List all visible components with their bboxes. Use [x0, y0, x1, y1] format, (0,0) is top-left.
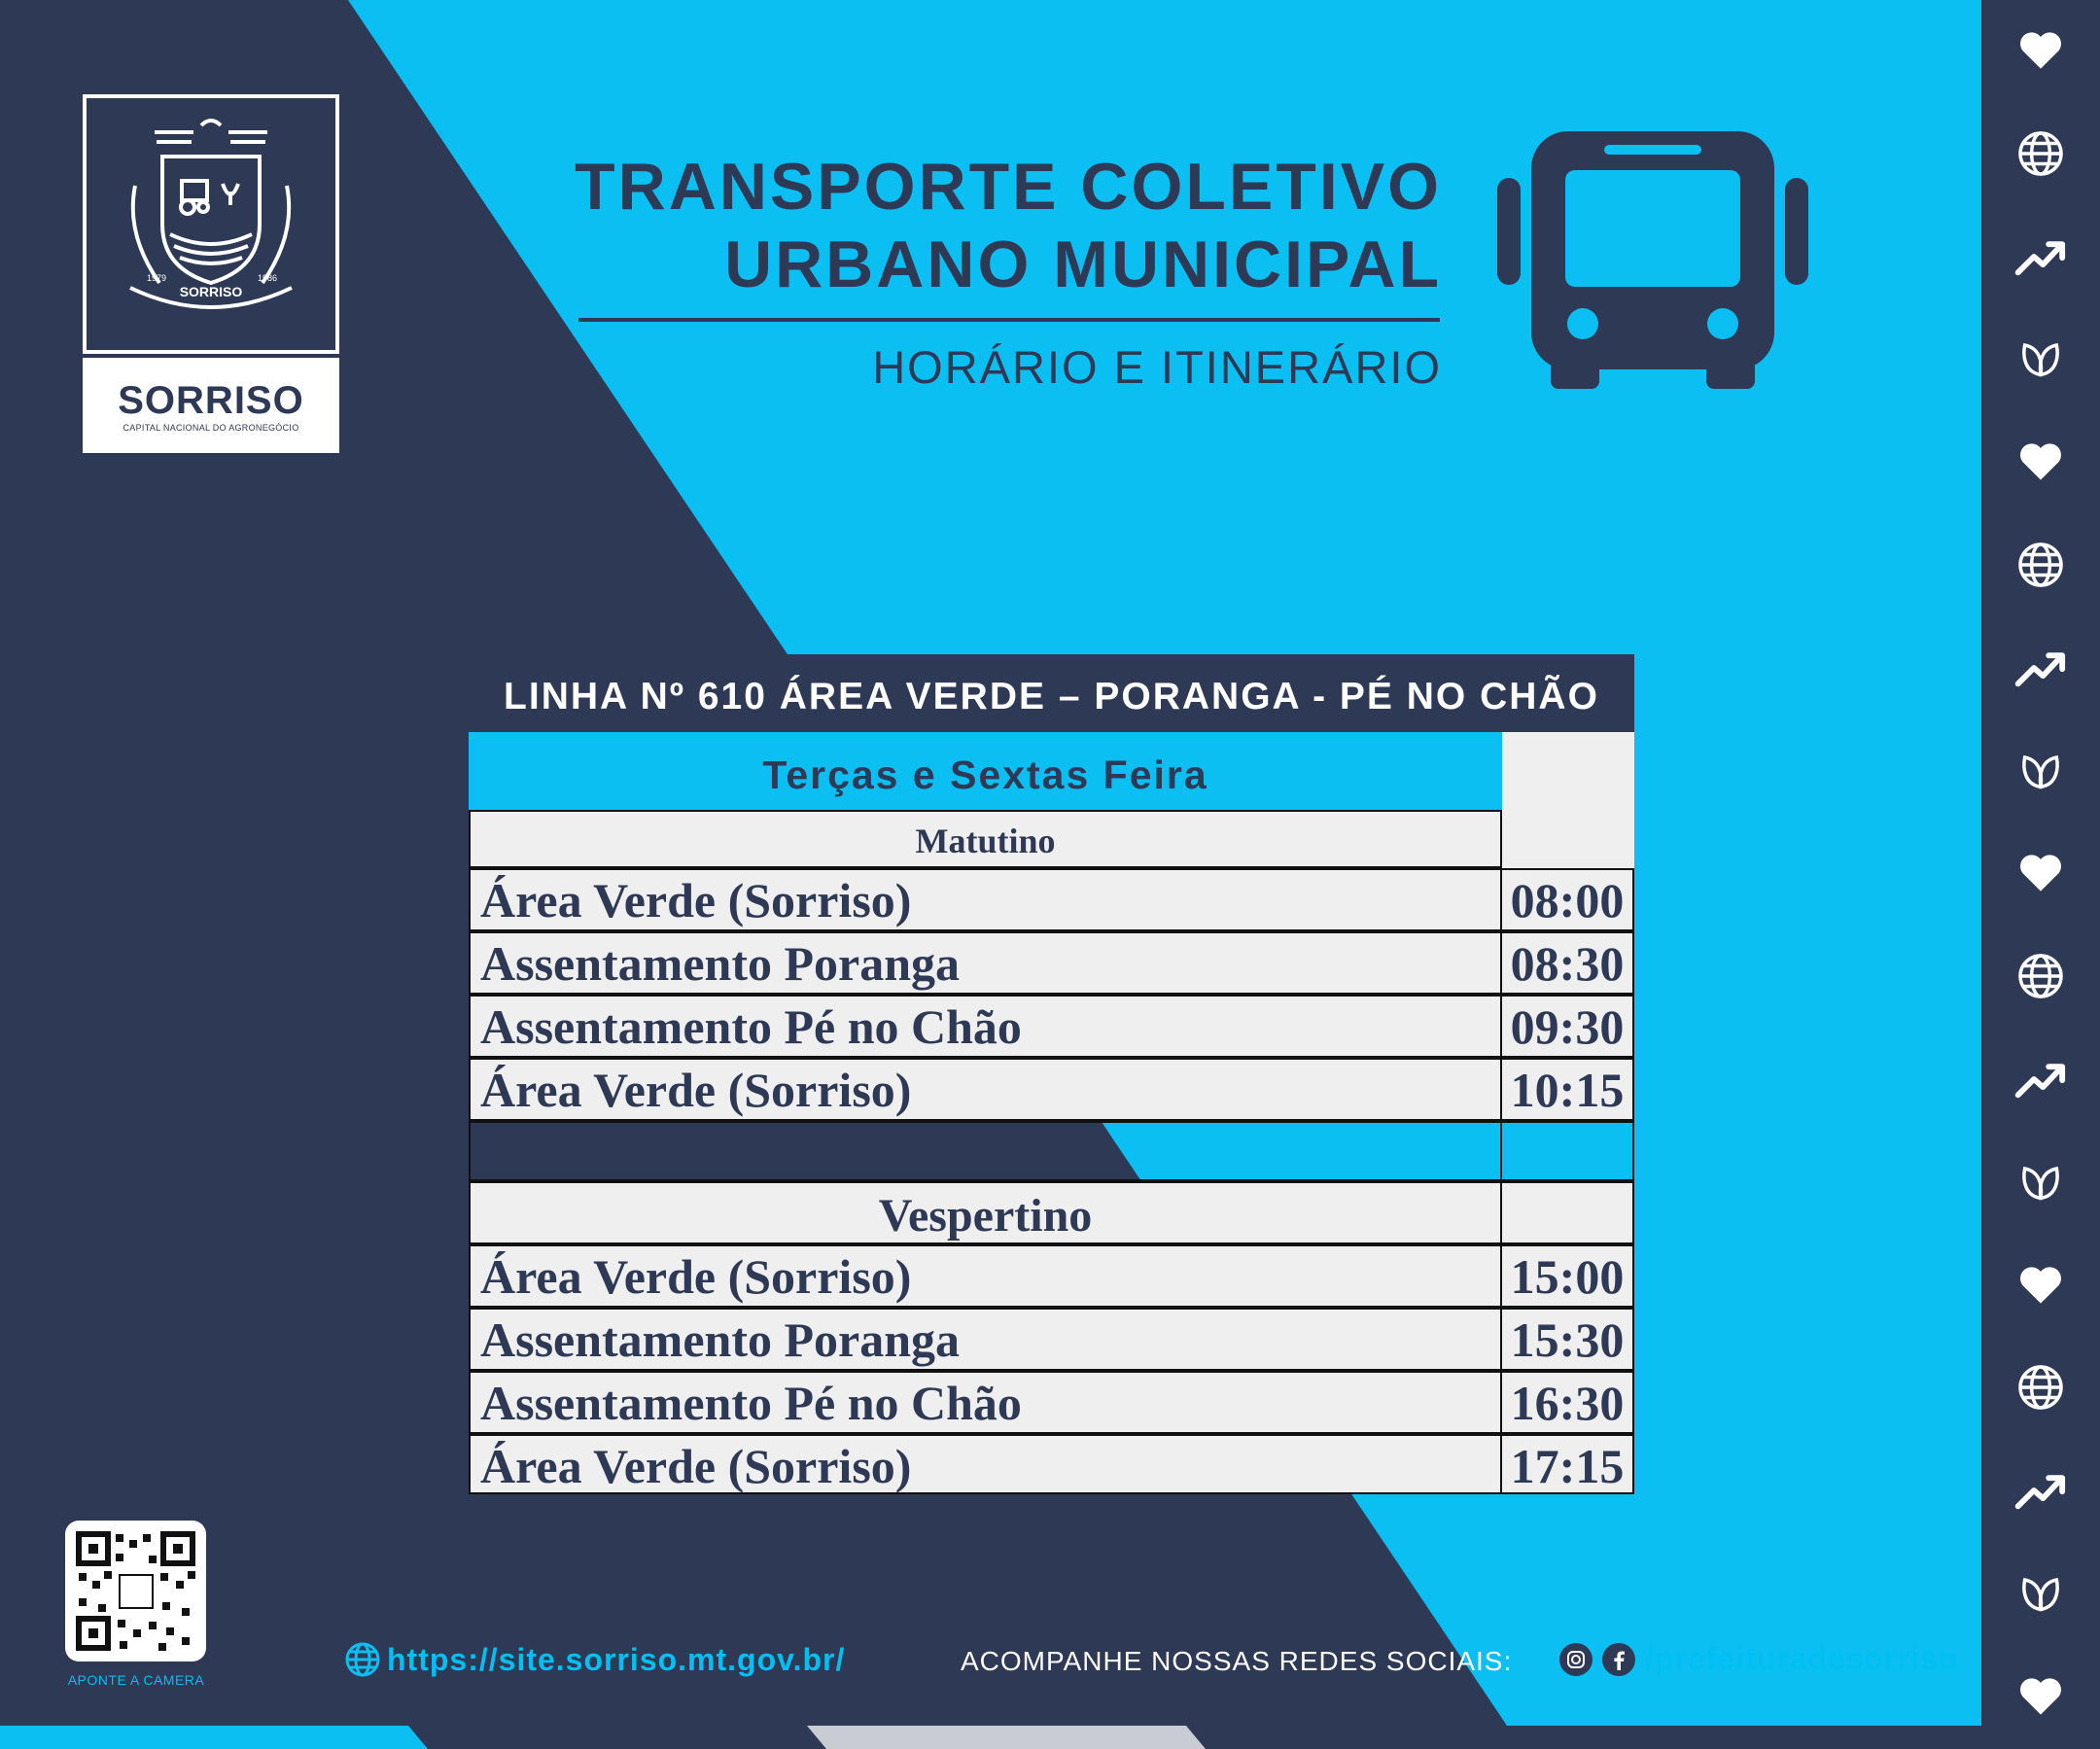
- website-url[interactable]: https://site.sorriso.mt.gov.br/: [387, 1641, 846, 1677]
- globe-icon: [2013, 126, 2068, 181]
- leaf-icon: [2013, 332, 2068, 386]
- afternoon-stop-2: Assentamento Poranga: [469, 1308, 1502, 1371]
- afternoon-time-3: 16:30: [1500, 1371, 1634, 1434]
- trend-up-icon: [2013, 229, 2068, 284]
- morning-stop-1: Área Verde (Sorriso): [469, 868, 1502, 931]
- leaf-icon: [2013, 744, 2068, 798]
- sidebar-cell: [1981, 822, 2100, 924]
- afternoon-stop-1: Área Verde (Sorriso): [469, 1244, 1502, 1308]
- globe-icon: [2013, 538, 2068, 592]
- morning-time-2: 08:30: [1500, 931, 1634, 995]
- morning-stop-4: Área Verde (Sorriso): [469, 1058, 1502, 1121]
- website-link[interactable]: [344, 1641, 845, 1678]
- sidebar-cell: [1981, 1440, 2100, 1541]
- days-header: Terças e Sextas Feira: [469, 732, 1502, 810]
- afternoon-time-1: 15:00: [1500, 1244, 1634, 1308]
- title-line-2: URBANO MUNICIPAL: [723, 227, 1442, 301]
- seal-text: SORRISO: [179, 284, 243, 299]
- qr-caption: APONTE A CAMERA: [67, 1672, 205, 1688]
- trend-up-icon: [2013, 1052, 2068, 1106]
- morning-time-4: 10:15: [1500, 1058, 1634, 1121]
- social-label: ACOMPANHE NOSSAS REDES SOCIAIS:: [961, 1646, 1513, 1676]
- morning-time-3: 09:30: [1500, 995, 1634, 1058]
- title-line-1: TRANSPORTE COLETIVO: [575, 150, 1442, 224]
- sidebar-cell: [1981, 1132, 2100, 1233]
- afternoon-time-spacer: [1500, 1181, 1634, 1244]
- heart-icon: [2013, 23, 2068, 78]
- sidebar-cell: [1981, 1543, 2100, 1644]
- seal-year-right: 1986: [258, 273, 278, 283]
- heart-icon: [2013, 1258, 2068, 1312]
- sidebar-cell: [1981, 103, 2100, 204]
- morning-stop-2: Assentamento Poranga: [469, 931, 1502, 995]
- social-handle-group[interactable]: [1559, 1641, 1958, 1677]
- globe-icon: [2013, 1360, 2068, 1415]
- globe-icon: [2013, 949, 2068, 1003]
- afternoon-label: Vespertino: [469, 1181, 1502, 1244]
- qr-code: [65, 1521, 206, 1662]
- sidebar-cell: [1981, 206, 2100, 307]
- leaf-icon: [2013, 1566, 2068, 1621]
- sidebar-cell: [1981, 0, 2100, 101]
- logo-name-plate: [83, 358, 339, 453]
- sidebar-cell: [1981, 617, 2100, 718]
- sidebar-cell: [1981, 1337, 2100, 1438]
- spacer-row: [469, 1121, 1502, 1181]
- sidebar-cell: [1981, 1029, 2100, 1130]
- trend-up-icon: [2013, 641, 2068, 695]
- sidebar-cell: [1981, 308, 2100, 409]
- afternoon-stop-3: Assentamento Pé no Chão: [469, 1371, 1502, 1434]
- sidebar-cell: [1981, 1235, 2100, 1336]
- spacer-row-time: [1500, 1121, 1634, 1181]
- seal-year-left: 1979: [147, 273, 167, 283]
- sidebar-cell: [1981, 514, 2100, 615]
- afternoon-time-4: 17:15: [1500, 1434, 1634, 1494]
- instagram-icon[interactable]: [1559, 1643, 1592, 1676]
- sidebar-cell: [1981, 411, 2100, 512]
- globe-icon: [344, 1641, 381, 1678]
- social-handle[interactable]: /prefeituradesorriso: [1645, 1641, 1959, 1676]
- morning-label: Matutino: [469, 810, 1502, 868]
- bus-icon: [1497, 131, 1808, 394]
- trend-up-icon: [2013, 1463, 2068, 1518]
- afternoon-time-2: 15:30: [1500, 1308, 1634, 1371]
- coat-of-arms-logo: [83, 94, 339, 354]
- heart-icon: [2013, 435, 2068, 489]
- leaf-icon: [2013, 1155, 2068, 1209]
- morning-time-1: 08:00: [1500, 868, 1634, 931]
- subtitle: HORÁRIO E ITINERÁRIO: [872, 341, 1442, 393]
- title-divider: [578, 318, 1440, 322]
- logo-tagline: CAPITAL NACIONAL DO AGRONEGÓCIO: [122, 423, 299, 433]
- heart-icon: [2013, 846, 2068, 900]
- days-time-spacer: [1502, 732, 1634, 868]
- sidebar-cell: [1981, 926, 2100, 1027]
- logo-name: SORRISO: [118, 379, 304, 422]
- heart-icon: [2013, 1669, 2068, 1724]
- sidebar-cell: [1981, 720, 2100, 822]
- morning-stop-3: Assentamento Pé no Chão: [469, 995, 1502, 1058]
- afternoon-stop-4: Área Verde (Sorriso): [469, 1434, 1502, 1494]
- line-title: LINHA Nº 610 ÁREA VERDE – PORANGA - PÉ NO CHÃO: [469, 654, 1634, 732]
- facebook-icon[interactable]: [1602, 1643, 1635, 1676]
- sidebar-cell: [1981, 1646, 2100, 1747]
